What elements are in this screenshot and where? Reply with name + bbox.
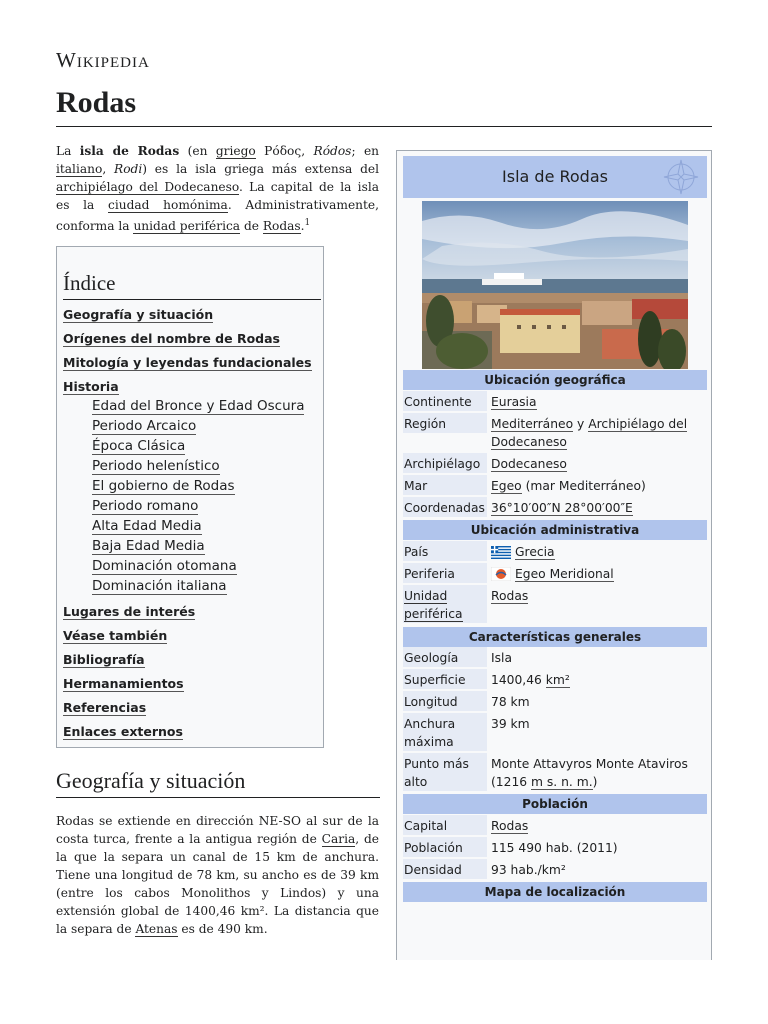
link-atenas[interactable]: Atenas — [135, 922, 178, 936]
toc-item[interactable] — [63, 628, 167, 643]
toc-item[interactable] — [63, 724, 183, 739]
toc-item[interactable] — [63, 355, 312, 370]
egeo-meridional-emblem-icon — [491, 567, 511, 581]
row-value-archipielago — [491, 455, 705, 473]
title-divider — [56, 126, 712, 127]
toc-item-label[interactable]: Orígenes del nombre de Rodas — [63, 331, 280, 346]
punto-name: Monte Attavyros Monte Ataviros — [491, 757, 688, 771]
row-label-mar: Mar — [404, 479, 428, 493]
toc-item[interactable] — [63, 676, 184, 691]
page-title: Rodas — [56, 86, 137, 119]
link-eurasia[interactable]: Eurasia — [491, 395, 537, 409]
toc-item[interactable] — [92, 518, 202, 534]
link-caria[interactable]: Caria — [321, 832, 356, 846]
link-mediterraneo[interactable]: Mediterráneo — [491, 417, 574, 431]
link-ciudad-homonima[interactable]: ciudad homónima — [108, 198, 228, 212]
toc-item-label[interactable]: Alta Edad Media — [92, 518, 202, 534]
toc-item[interactable] — [92, 478, 235, 494]
toc-item[interactable] — [92, 498, 198, 514]
row-value-periferia — [491, 565, 705, 583]
intro-italic: Rodi — [114, 162, 143, 176]
wikipedia-logo[interactable]: Wikipedia — [56, 48, 150, 72]
toc-item-label[interactable]: Dominación italiana — [92, 578, 227, 594]
section-heading: Geografía y situación — [56, 768, 246, 793]
row-label-pais: País — [404, 545, 429, 559]
toc-item-label[interactable]: Periodo Arcaico — [92, 418, 197, 434]
link-archipielago-dodecaneso[interactable]: Archipiélago del Dodecaneso — [491, 417, 688, 449]
infobox-header — [403, 156, 707, 198]
link-coordenadas[interactable]: 36°10′00″N 28°00′00″E — [491, 501, 633, 515]
link-unidad-periferica[interactable]: unidad periférica — [133, 219, 241, 234]
link-rodas-capital[interactable]: Rodas — [491, 819, 529, 833]
row-value-mar — [491, 477, 705, 495]
link-unidad-periferica-label[interactable]: Unidad periférica — [404, 589, 463, 621]
infobox-section-geo: Ubicación geográfica — [403, 370, 707, 390]
mar-rest: (mar Mediterráneo) — [525, 479, 646, 493]
table-of-contents — [56, 246, 324, 748]
intro-paragraph — [56, 142, 379, 235]
toc-item-label[interactable]: Referencias — [63, 700, 147, 715]
row-label-coordenadas: Coordenadas — [404, 501, 485, 515]
row-label-archipielago: Archipiélago — [404, 457, 481, 471]
toc-item[interactable] — [63, 379, 119, 394]
toc-item-label[interactable]: Edad del Bronce y Edad Oscura — [92, 398, 305, 414]
punto-close: ) — [592, 775, 598, 789]
row-value-capital — [491, 817, 705, 835]
row-label-geologia: Geología — [404, 651, 459, 665]
row-value-punto — [491, 755, 705, 791]
intro-text: . — [300, 219, 305, 234]
row-label-densidad: Densidad — [404, 863, 462, 877]
toc-item-label[interactable]: Baja Edad Media — [92, 538, 205, 554]
superficie-number: 1400,46 — [491, 673, 542, 687]
link-rodas[interactable]: Rodas — [262, 219, 301, 234]
toc-item-label[interactable]: Enlaces externos — [63, 724, 183, 739]
toc-item[interactable] — [92, 558, 237, 574]
row-label-poblacion: Población — [404, 841, 463, 855]
toc-item-label[interactable]: Geografía y situación — [63, 307, 214, 322]
toc-item-label[interactable]: El gobierno de Rodas — [92, 478, 235, 494]
row-value-densidad: 93 hab./km² — [491, 863, 566, 877]
toc-item[interactable] — [92, 418, 196, 434]
toc-item[interactable] — [92, 538, 205, 554]
link-msnm[interactable]: m s. n. m. — [531, 775, 593, 789]
row-value-anchura: 39 km — [491, 717, 530, 731]
section-paragraph — [56, 812, 379, 938]
row-label-periferia: Periferia — [404, 567, 455, 581]
toc-item-label[interactable]: Lugares de interés — [63, 604, 196, 619]
toc-item-label[interactable]: Mitología y leyendas fundacionales — [63, 355, 312, 370]
intro-bold-term: isla de Rodas — [79, 144, 180, 158]
row-value-superficie — [491, 671, 705, 689]
link-archipielago[interactable]: archipiélago del Dodecaneso — [56, 180, 240, 194]
link-griego[interactable]: griego — [215, 144, 256, 158]
infobox-title: Isla de Rodas — [502, 167, 608, 186]
link-egeo[interactable]: Egeo — [491, 479, 522, 493]
intro-text: Ρόδος, — [264, 144, 306, 158]
toc-divider — [63, 299, 321, 300]
infobox-section-admin: Ubicación administrativa — [403, 520, 707, 540]
toc-item[interactable] — [92, 578, 227, 594]
row-label-capital: Capital — [404, 819, 448, 833]
infobox — [396, 150, 712, 960]
reference-marker[interactable]: 1 — [304, 218, 311, 228]
row-value-continente — [491, 393, 705, 411]
intro-text: , — [102, 162, 107, 176]
row-value-pais — [491, 543, 705, 561]
toc-item-label[interactable]: Época Clásica — [92, 438, 186, 454]
toc-item[interactable] — [63, 331, 280, 346]
infobox-section-mapa: Mapa de localización — [403, 882, 707, 902]
toc-item[interactable] — [63, 700, 146, 715]
row-label-anchura: Anchura máxima — [404, 717, 456, 749]
link-grecia[interactable]: Grecia — [515, 545, 555, 559]
intro-text: ; en — [351, 144, 380, 158]
toc-item[interactable] — [92, 438, 185, 454]
punto-height: (1216 — [491, 775, 528, 789]
intro-text: ) es la isla griega más extensa del — [142, 162, 380, 176]
row-label-longitud: Longitud — [404, 695, 458, 709]
section-text: es de 490 km. — [181, 922, 268, 936]
toc-item-label[interactable]: Periodo romano — [92, 498, 199, 514]
row-value-geologia: Isla — [491, 651, 512, 665]
section-text: , de la que la separa un canal de 15 km de anchura. Tiene una longitud de 78 km, su ancho es de 39 km (entre los cabos Monolithos y Lindos) y una extensión global de 1400,46 km². La distancia que la separa de — [56, 832, 380, 936]
row-value-coordenadas — [491, 499, 705, 517]
link-rodas-unidad[interactable]: Rodas — [491, 589, 529, 603]
row-value-region — [491, 415, 705, 451]
row-value-longitud: 78 km — [491, 695, 530, 709]
toc-item[interactable] — [92, 458, 220, 474]
row-value-poblacion: 115 490 hab. (2011) — [491, 841, 618, 855]
section-text: Rodas se extiende en dirección NE-SO al sur de la costa turca, frente a la antigua región de — [56, 814, 379, 846]
toc-item-label[interactable]: Dominación otomana — [92, 558, 237, 574]
link-dodecaneso[interactable]: Dodecaneso — [491, 457, 567, 471]
infobox-section-caract: Características generales — [403, 627, 707, 647]
link-egeo-meridional[interactable]: Egeo Meridional — [515, 567, 614, 581]
toc-item[interactable] — [92, 398, 304, 414]
toc-item-label[interactable]: Véase también — [63, 628, 168, 643]
intro-text: La — [56, 144, 72, 158]
rhodes-city-photo[interactable] — [422, 201, 688, 369]
intro-italic: Ródos — [313, 144, 352, 158]
intro-text: . Administrativamente, conforma la — [56, 198, 379, 234]
intro-text: de — [243, 219, 259, 234]
toc-item[interactable] — [63, 652, 145, 667]
row-label-unidad — [404, 587, 488, 623]
toc-item-label[interactable]: Hermanamientos — [63, 676, 184, 691]
toc-item-label[interactable]: Bibliografía — [63, 652, 145, 667]
greece-flag-icon — [491, 546, 511, 559]
intro-text: . La capital de la isla es la — [56, 180, 379, 212]
link-km2[interactable]: km² — [545, 673, 570, 687]
toc-item[interactable] — [63, 307, 213, 322]
row-label-continente: Continente — [404, 395, 472, 409]
toc-item-label[interactable]: Historia — [63, 379, 119, 394]
row-label-superficie: Superficie — [404, 673, 466, 687]
toc-item[interactable] — [63, 604, 195, 619]
intro-text: (en — [187, 144, 208, 158]
row-value-unidad — [491, 587, 705, 605]
toc-title: Índice — [63, 271, 116, 295]
infobox-section-pob: Población — [403, 794, 707, 814]
row-label-region: Región — [404, 417, 447, 431]
row-label-punto: Punto más alto — [404, 757, 469, 789]
section-divider — [56, 797, 380, 798]
toc-item-label[interactable]: Periodo helenístico — [92, 458, 220, 474]
link-italiano[interactable]: italiano — [56, 162, 103, 176]
region-conj: y — [577, 417, 585, 431]
